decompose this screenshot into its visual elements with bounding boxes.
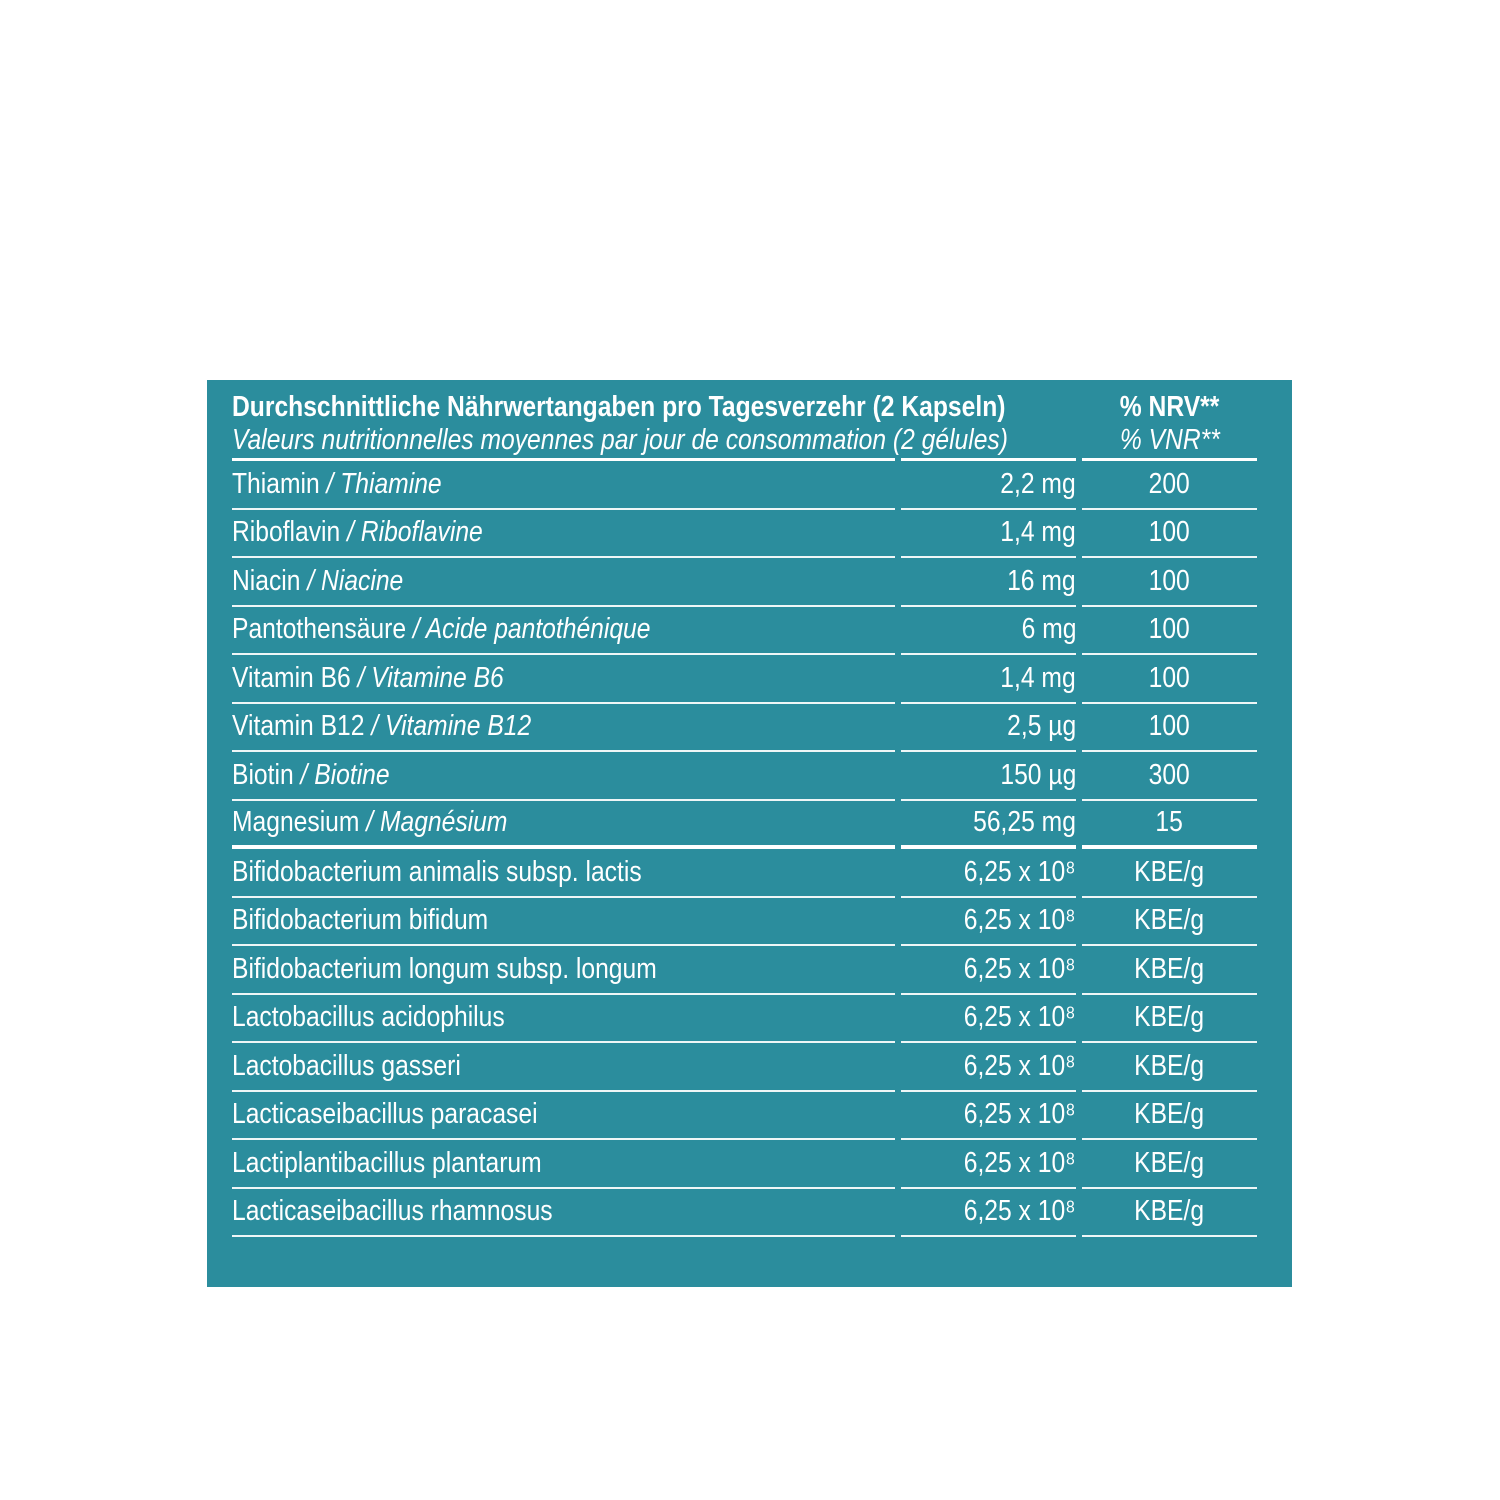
nutrient-nrv-value: KBE/g xyxy=(1134,952,1205,985)
nutrient-amount: 16 mg xyxy=(1007,564,1076,597)
nutrient-nrv-cell xyxy=(1082,752,1257,801)
nutrient-name: Lacticaseibacillus paracasei xyxy=(232,1098,538,1131)
table-row xyxy=(232,1189,1260,1238)
nutrient-nrv-value: 100 xyxy=(1148,564,1191,597)
table-row xyxy=(232,801,1260,850)
nutrient-name: Bifidobacterium longum subsp. longum xyxy=(232,952,657,985)
nutrient-amount-cell xyxy=(901,510,1076,559)
nutrient-name-cell xyxy=(232,849,895,898)
header-title-fr: Valeurs nutritionnelles moyennes par jour de consommation (2 gélules) xyxy=(232,424,1008,456)
nutrient-amount: 6 mg xyxy=(1021,613,1076,646)
nutrient-name-cell xyxy=(232,1043,895,1092)
nutrient-nrv-cell xyxy=(1082,1189,1257,1238)
nutrient-name: Thiamin xyxy=(232,467,320,500)
nutrient-name-fr: / Vitamine B6 xyxy=(357,661,504,694)
nutrient-nrv-value: 300 xyxy=(1148,758,1191,791)
nutrient-amount-cell xyxy=(901,655,1076,704)
nutrient-amount-cell xyxy=(901,752,1076,801)
nutrient-nrv-value: KBE/g xyxy=(1134,1146,1205,1179)
nutrient-name: Pantothensäure xyxy=(232,613,407,646)
nutrient-name-fr: / Magnésium xyxy=(366,806,508,839)
nutrient-name-cell xyxy=(232,946,895,995)
nutrition-table-body xyxy=(232,461,1260,1237)
nutrient-name: Biotin xyxy=(232,758,294,791)
nutrient-name-cell xyxy=(232,655,895,704)
nutrient-amount-cell xyxy=(901,946,1076,995)
nutrient-name-cell xyxy=(232,1092,895,1141)
nutrient-nrv-cell xyxy=(1082,1043,1257,1092)
nutrient-amount: 150 µg xyxy=(1000,758,1076,791)
nutrient-name: Magnesium xyxy=(232,806,360,839)
nutrient-nrv-cell xyxy=(1082,461,1257,510)
nutrient-nrv-cell xyxy=(1082,607,1257,656)
nutrient-nrv-cell xyxy=(1082,704,1257,753)
nutrient-name: Bifidobacterium animalis subsp. lactis xyxy=(232,855,642,888)
table-row xyxy=(232,1140,1260,1189)
nutrient-name-cell xyxy=(232,801,895,850)
nutrient-name-fr: / Vitamine B12 xyxy=(371,710,532,743)
nutrient-nrv-value: KBE/g xyxy=(1134,904,1205,937)
nutrient-name: Lactobacillus acidophilus xyxy=(232,1001,505,1034)
nutrient-name-fr: / Biotine xyxy=(300,758,390,791)
table-row xyxy=(232,752,1260,801)
nutrient-amount-cell xyxy=(901,801,1076,850)
nutrient-name-cell xyxy=(232,1140,895,1189)
nutrient-nrv-value: KBE/g xyxy=(1134,1098,1205,1131)
nutrient-amount-cell xyxy=(901,1189,1076,1238)
nutrient-amount: 6,25 x 10⁸ xyxy=(964,855,1076,888)
nutrient-name: Vitamin B6 xyxy=(232,661,351,694)
nutrient-amount-cell xyxy=(901,704,1076,753)
nutrient-amount: 6,25 x 10⁸ xyxy=(964,1146,1076,1179)
nutrient-nrv-value: KBE/g xyxy=(1134,855,1205,888)
nutrient-amount-cell xyxy=(901,1092,1076,1141)
nutrient-name-cell xyxy=(232,704,895,753)
nutrient-amount-cell xyxy=(901,1140,1076,1189)
nutrient-amount-cell xyxy=(901,1043,1076,1092)
table-row xyxy=(232,995,1260,1044)
nutrient-name: Niacin xyxy=(232,564,301,597)
table-row xyxy=(232,607,1260,656)
nutrient-nrv-cell xyxy=(1082,946,1257,995)
table-row xyxy=(232,1043,1260,1092)
header-title-cell xyxy=(232,390,1008,461)
nutrient-nrv-value: 100 xyxy=(1148,661,1191,694)
nutrient-nrv-value: 100 xyxy=(1148,516,1191,549)
nutrient-name-cell xyxy=(232,995,895,1044)
nutrient-name-cell xyxy=(232,461,895,510)
nutrient-nrv-cell xyxy=(1082,995,1257,1044)
nutrient-name-cell xyxy=(232,752,895,801)
nutrient-nrv-cell xyxy=(1082,849,1257,898)
nutrient-amount-cell xyxy=(901,461,1076,510)
header-nrv-fr: % VNR** xyxy=(1119,424,1220,456)
nutrient-name: Lacticaseibacillus rhamnosus xyxy=(232,1195,553,1228)
nutrient-nrv-value: KBE/g xyxy=(1134,1001,1205,1034)
nutrient-amount: 6,25 x 10⁸ xyxy=(964,1049,1076,1082)
table-row xyxy=(232,461,1260,510)
nutrient-amount-cell xyxy=(901,607,1076,656)
nutrient-name-cell xyxy=(232,1189,895,1238)
header-title-de: Durchschnittliche Nährwertangaben pro Tagesverzehr (2 Kapseln) xyxy=(232,391,1006,423)
nutrient-name: Vitamin B12 xyxy=(232,710,365,743)
nutrient-nrv-value: KBE/g xyxy=(1134,1049,1205,1082)
nutrient-name-fr: / Riboflavine xyxy=(347,516,483,549)
table-header-row xyxy=(232,390,1260,461)
nutrient-name-fr: / Acide pantothénique xyxy=(412,613,651,646)
table-row xyxy=(232,1092,1260,1141)
nutrient-name: Lactobacillus gasseri xyxy=(232,1049,461,1082)
nutrient-nrv-value: KBE/g xyxy=(1134,1195,1205,1228)
nutrient-nrv-cell xyxy=(1082,558,1257,607)
table-row xyxy=(232,898,1260,947)
nutrient-amount-cell xyxy=(901,558,1076,607)
nutrient-name-cell xyxy=(232,898,895,947)
nutrient-amount: 2,2 mg xyxy=(1000,467,1076,500)
nutrient-nrv-value: 15 xyxy=(1155,806,1184,839)
table-row xyxy=(232,510,1260,559)
nutrient-name-cell xyxy=(232,607,895,656)
nutrient-nrv-cell xyxy=(1082,1092,1257,1141)
table-row xyxy=(232,655,1260,704)
nutrient-amount: 2,5 µg xyxy=(1006,710,1076,743)
table-row xyxy=(232,946,1260,995)
nutrient-name-fr: / Niacine xyxy=(307,564,404,597)
table-row xyxy=(232,558,1260,607)
table-row xyxy=(232,704,1260,753)
nutrient-amount: 6,25 x 10⁸ xyxy=(964,952,1076,985)
nutrient-nrv-value: 200 xyxy=(1148,467,1191,500)
nutrient-name: Riboflavin xyxy=(232,516,341,549)
nutrient-amount-cell xyxy=(901,898,1076,947)
nutrient-nrv-cell xyxy=(1082,898,1257,947)
nutrient-amount: 56,25 mg xyxy=(973,806,1076,839)
header-nrv-de: % NRV** xyxy=(1119,391,1220,423)
nutrient-nrv-value: 100 xyxy=(1148,710,1191,743)
nutrient-name-cell xyxy=(232,558,895,607)
header-nrv-cell xyxy=(1082,390,1257,461)
nutrient-amount: 1,4 mg xyxy=(1000,516,1076,549)
nutrient-nrv-value: 100 xyxy=(1148,613,1191,646)
nutrient-amount-cell xyxy=(901,849,1076,898)
nutrition-facts-panel xyxy=(207,380,1292,1287)
table-row xyxy=(232,849,1260,898)
nutrient-name-cell xyxy=(232,510,895,559)
nutrient-amount: 6,25 x 10⁸ xyxy=(964,1098,1076,1131)
nutrient-amount: 6,25 x 10⁸ xyxy=(964,904,1076,937)
nutrient-amount: 6,25 x 10⁸ xyxy=(964,1195,1076,1228)
nutrient-name-fr: / Thiamine xyxy=(326,467,442,500)
nutrient-nrv-cell xyxy=(1082,801,1257,850)
nutrient-amount-cell xyxy=(901,995,1076,1044)
nutrient-nrv-cell xyxy=(1082,510,1257,559)
nutrient-amount: 1,4 mg xyxy=(1000,661,1076,694)
nutrient-name: Bifidobacterium bifidum xyxy=(232,904,489,937)
nutrient-name: Lactiplantibacillus plantarum xyxy=(232,1146,542,1179)
nutrient-nrv-cell xyxy=(1082,655,1257,704)
nutrient-nrv-cell xyxy=(1082,1140,1257,1189)
nutrient-amount: 6,25 x 10⁸ xyxy=(964,1001,1076,1034)
